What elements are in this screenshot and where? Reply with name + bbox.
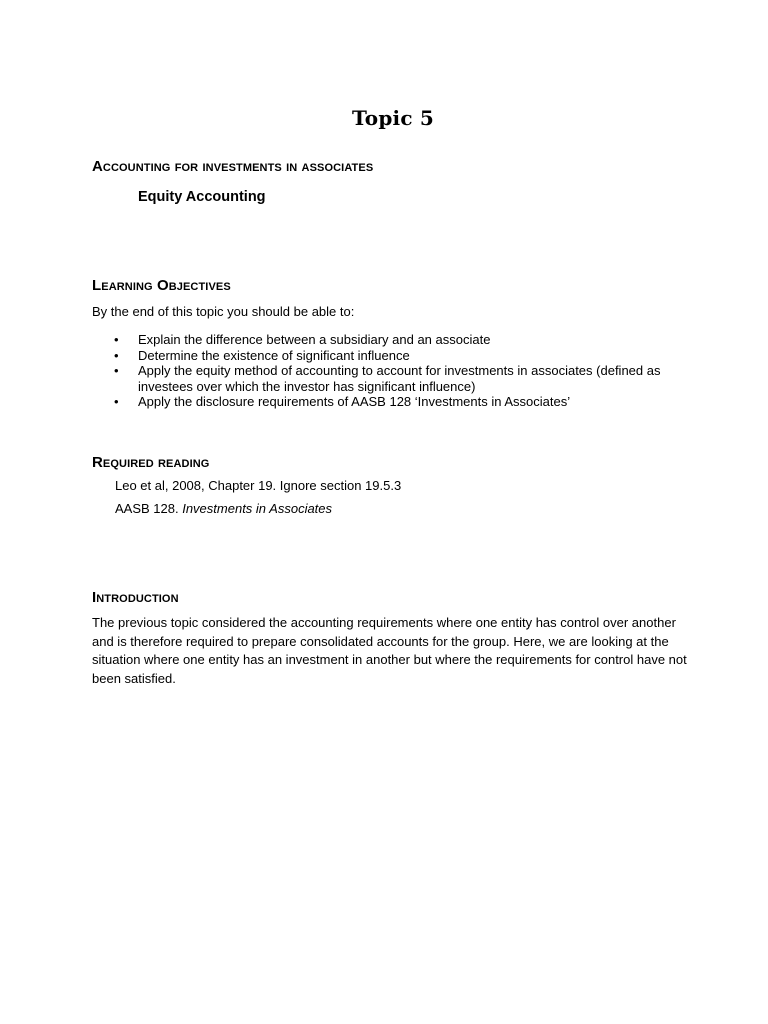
- section-heading: Accounting for investments in associates: [92, 158, 374, 175]
- learning-objectives-intro: By the end of this topic you should be able to:: [92, 304, 355, 319]
- list-item: • Determine the existence of significant influence: [92, 348, 692, 364]
- list-item: • Explain the difference between a subsidiary and an associate: [92, 332, 692, 348]
- reading-item-textbook: Leo et al, 2008, Chapter 19. Ignore section 19.5.3: [115, 478, 402, 493]
- reading-item-title: Investments in Associates: [182, 501, 333, 516]
- learning-objectives-list: [92, 332, 692, 410]
- introduction-heading: Introduction: [92, 589, 179, 606]
- list-item: • Apply the disclosure requirements of AASB 128 ‘Investments in Associates’: [92, 394, 692, 410]
- reading-item-standard: [115, 501, 332, 516]
- subheading: Equity Accounting: [138, 189, 266, 205]
- reading-item-prefix: AASB 128.: [115, 501, 183, 516]
- required-reading-heading: Required reading: [92, 454, 210, 471]
- learning-objectives-heading: Learning Objectives: [92, 277, 231, 294]
- topic-title: Topic 5: [352, 106, 434, 130]
- list-item: • Apply the equity method of accounting to account for investments in associates (defined as investees over which the investor has significant influence): [92, 363, 692, 394]
- introduction-paragraph: The previous topic considered the accounting requirements where one entity has control over another and is therefore required to prepare consolidated accounts for the group. Here, we are looking at the situation where one entity has an investment in another but where the requirements for control have not been satisfied.: [92, 615, 687, 686]
